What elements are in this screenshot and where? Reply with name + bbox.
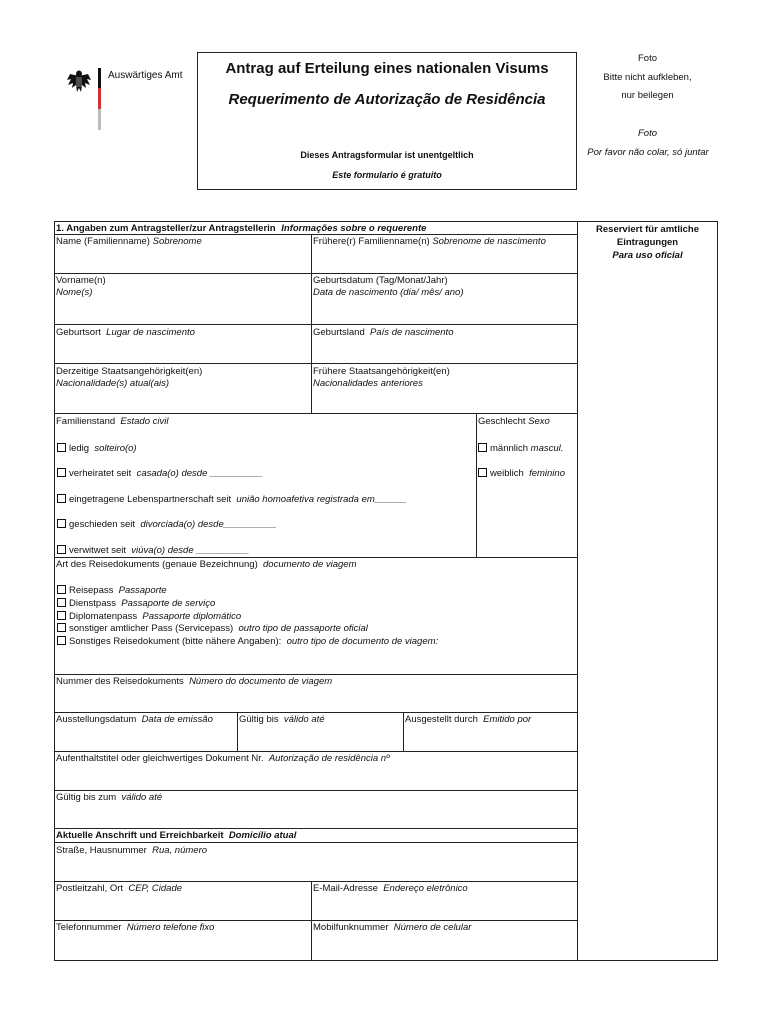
checkbox[interactable] [57, 611, 66, 620]
travel-doc-options [57, 585, 438, 649]
reserved-label-pt: Para uso oficial [612, 250, 683, 261]
civil-status-label: Familienstand Estado civil [56, 416, 169, 427]
sex-option-male[interactable]: männlich mascul. [478, 443, 563, 455]
doc-option-service-passport[interactable]: Dienstpass Passaporte de serviço [57, 598, 438, 611]
photo-label: Foto [637, 53, 657, 64]
checkbox[interactable] [57, 494, 66, 503]
place-of-birth-field[interactable]: Geburtsort Lugar de nascimento [56, 327, 195, 338]
checkbox[interactable] [57, 585, 66, 594]
checkbox[interactable] [57, 468, 66, 477]
civil-option-single[interactable]: ledig solteiro(o) [57, 443, 137, 455]
date-of-birth-field[interactable]: Geburtsdatum (Tag/Monat/Jahr) Data de nascimento (dia/ mês/ ano) [313, 275, 464, 298]
doc-option-passport[interactable]: Reisepass Passaporte [57, 585, 438, 598]
section-1-header-pt: Informações sobre o requerente [281, 223, 427, 234]
checkbox[interactable] [57, 623, 66, 632]
zip-city-field[interactable]: Postleitzahl, Ort CEP, Cidade [56, 883, 183, 894]
doc-option-diplomatic-passport[interactable]: Diplomatenpass Passaporte diplomático [57, 611, 438, 624]
issue-date-field[interactable]: Ausstellungsdatum Data de emissão [56, 714, 213, 725]
email-field[interactable]: E-Mail-Adresse Endereço eletrônico [313, 883, 468, 894]
logo-divider [98, 68, 101, 88]
sex-label: Geschlecht Sexo [478, 416, 550, 427]
photo-label-pt: Foto [637, 128, 657, 139]
reserved-label-de-1: Reserviert für amtliche [596, 224, 699, 235]
checkbox[interactable] [57, 519, 66, 528]
reserved-label [578, 223, 717, 262]
civil-option-partnership[interactable]: eingetragene Lebenspartnerschaft seit união homoafetiva registrada em______ [57, 494, 406, 506]
photo-note-pt: Por favor não colar, só juntar [587, 147, 709, 158]
free-notice-pt: Este formulario é gratuito [332, 170, 442, 180]
civil-option-widowed[interactable]: verwitwet seit viúva(o) desde __________ [57, 545, 249, 557]
doc-option-other[interactable]: Sonstiges Reisedokument (bitte nähere Angaben): outro tipo de documento de viagem: [57, 636, 438, 649]
street-field[interactable]: Straße, Hausnummer Rua, número [56, 845, 208, 856]
form-title-pt: Requerimento de Autorização de Residência [228, 91, 546, 108]
former-surname-field[interactable]: Frühere(r) Familienname(n) Sobrenome de nascimento [313, 236, 546, 247]
surname-field[interactable]: Name (Familienname) Sobrenome [56, 236, 202, 247]
agency-name: Auswärtiges Amt [108, 70, 183, 81]
sex-option-female[interactable]: weiblich feminino [478, 468, 565, 480]
checkbox[interactable] [57, 636, 66, 645]
issued-by-field[interactable]: Ausgestellt durch Emitido por [405, 714, 532, 725]
travel-doc-number-field[interactable]: Nummer des Reisedokuments Número do documento de viagem [56, 676, 333, 687]
free-notice-de: Dieses Antragsformular ist unentgeltlich [300, 150, 474, 160]
checkbox[interactable] [57, 598, 66, 607]
checkbox[interactable] [57, 443, 66, 452]
photo-note-de-2: nur beilegen [621, 90, 674, 101]
country-of-birth-field[interactable]: Geburtsland País de nascimento [313, 327, 454, 338]
phone-field[interactable]: Telefonnummer Número telefone fixo [56, 922, 215, 933]
residence-permit-field[interactable]: Aufenthaltstitel oder gleichwertiges Dokument Nr. Autorização de residência nº [56, 753, 390, 764]
valid-until-field[interactable]: Gültig bis válido até [239, 714, 325, 725]
logo-divider-red [98, 88, 101, 109]
civil-option-divorced[interactable]: geschieden seit divorciada(o) desde__________ [57, 519, 277, 531]
permit-valid-until-field[interactable]: Gültig bis zum válido até [56, 792, 163, 803]
photo-note-de-1: Bitte nicht aufkleben, [603, 72, 692, 83]
federal-eagle-logo [66, 66, 92, 96]
form-title-de: Antrag auf Erteilung eines nationalen Visums [225, 60, 549, 77]
previous-nationality-field[interactable]: Frühere Staatsangehörigkeit(en) Nacionalidades anteriores [313, 366, 450, 389]
civil-option-married[interactable]: verheiratet seit casada(o) desde __________ [57, 468, 263, 480]
checkbox[interactable] [478, 468, 487, 477]
checkbox[interactable] [57, 545, 66, 554]
logo-divider-gold [98, 109, 101, 130]
doc-option-official-passport[interactable]: sonstiger amtlicher Pass (Servicepass) outro tipo de passaporte oficial [57, 623, 438, 636]
travel-doc-label: Art des Reisedokuments (genaue Bezeichnung) documento de viagem [56, 559, 357, 570]
address-section-header: Aktuelle Anschrift und Erreichbarkeit Domicílio atual [56, 830, 297, 841]
reserved-label-de-2: Eintragungen [616, 237, 679, 248]
current-nationality-field[interactable]: Derzeitige Staatsangehörigkeit(en) Nacionalidade(s) atual(ais) [56, 366, 203, 389]
checkbox[interactable] [478, 443, 487, 452]
mobile-field[interactable]: Mobilfunknummer Número de celular [313, 922, 472, 933]
section-1-header-de: 1. Angaben zum Antragsteller/zur Antragstellerin [56, 223, 276, 234]
given-name-field[interactable]: Vorname(n) Nome(s) [56, 275, 106, 298]
